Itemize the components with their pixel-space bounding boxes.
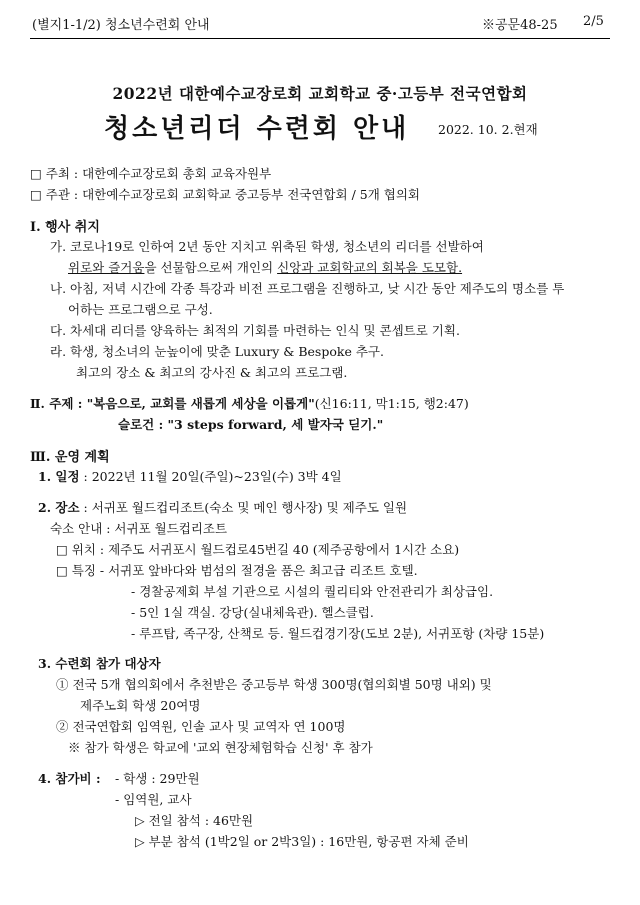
target-note: ※ 참가 학생은 학교에 '교외 현장체험학습 신청' 후 참가 bbox=[68, 740, 373, 755]
fee-student: - 학생 : 29만원 bbox=[115, 771, 200, 786]
organizer-label: □ 주관 : bbox=[30, 187, 83, 202]
header-rule bbox=[30, 38, 610, 39]
purpose-na-line1: 나. 아침, 저녁 시간에 각종 특강과 비전 프로그램을 진행하고, 낮 시간 동안 제주도의 명소를 투 bbox=[50, 281, 565, 296]
fee-partial-attendance: ▷ 부분 참석 (1박2일 or 2박3일) : 16만원, 항공편 자체 준비 bbox=[135, 834, 469, 849]
target-line-2: ② 전국연합회 임역원, 인솔 교사 및 교역자 연 100명 bbox=[56, 719, 346, 734]
section-3-title: Ⅲ. 운영 계획 bbox=[30, 450, 110, 465]
target-line-1: ① 전국 5개 협의회에서 추천받은 중고등부 학생 300명(협의회별 50명 내외) 및 bbox=[56, 677, 492, 692]
theme-reference: (신16:11, 막1:15, 행2:47) bbox=[314, 396, 469, 411]
purpose-ga-line1: 가. 코로나19로 인하여 2년 동안 지치고 위축된 학생, 청소년의 리더를 선발하여 bbox=[50, 239, 484, 254]
purpose-da: 다. 차세대 리더를 양육하는 최적의 기회를 마련하는 인식 및 콘셉트로 기획. bbox=[50, 323, 460, 338]
purpose-ga-line2 bbox=[68, 258, 462, 276]
purpose-ga-middle: 을 선물함으로써 개인의 bbox=[144, 260, 278, 275]
place-label: 2. 장소 bbox=[38, 500, 80, 515]
theme-line bbox=[30, 394, 469, 412]
location-line: □ 위치 : 제주도 서귀포시 월드컵로45번길 40 (제주공항에서 1시간 소요) bbox=[56, 542, 460, 557]
purpose-ra-line2: 최고의 장소 & 최고의 강사진 & 최고의 프로그램. bbox=[76, 365, 348, 380]
lodging-line: 숙소 안내 : 서귀포 월드컵리조트 bbox=[50, 521, 228, 536]
slogan-text: "3 steps forward, 세 발자국 딛기." bbox=[167, 417, 384, 432]
slogan-label: 슬로건 : bbox=[118, 417, 168, 432]
recovery-phrase: 신앙과 교회학교의 회복을 도모함. bbox=[277, 260, 463, 275]
section-1-title: Ⅰ. 행사 취지 bbox=[30, 220, 100, 235]
page-title: 청소년리더 수련회 안내 bbox=[104, 114, 410, 144]
theme-label: Ⅱ. 주제 : bbox=[30, 396, 87, 411]
purpose-ra-line1: 라. 학생, 청소녀의 눈높이에 맞춘 Luxury & Bespoke 추구. bbox=[50, 344, 384, 359]
fee-staff: - 임역원, 교사 bbox=[115, 792, 192, 807]
slogan-line bbox=[118, 415, 383, 433]
organizer-value: 대한예수교장로회 교회학교 중고등부 전국연합회 / 5개 협의회 bbox=[82, 187, 420, 202]
fee-label: 4. 참가비 : bbox=[38, 771, 101, 786]
feature-line-1: □ 특징 - 서귀포 앞바다와 범섬의 절경을 품은 최고급 리조트 호텔. bbox=[56, 563, 418, 578]
host-line bbox=[30, 164, 271, 182]
schedule-line bbox=[38, 467, 342, 485]
fee-full-attendance: ▷ 전일 참석 : 46만원 bbox=[135, 813, 254, 828]
as-of-date: 2022. 10. 2.현재 bbox=[438, 122, 538, 137]
place-line bbox=[38, 498, 407, 516]
schedule-value: : 2022년 11월 20일(주일)~23일(수) 3박 4일 bbox=[79, 469, 342, 484]
organization-title: 2022년 대한예수교장로회 교회학교 중·고등부 전국연합회 bbox=[112, 84, 528, 103]
page-number: 2/5 bbox=[583, 14, 604, 29]
document-number: ※공문48-25 bbox=[482, 18, 558, 33]
feature-line-3: - 5인 1실 객실. 강당(실내체육관). 헬스클럽. bbox=[131, 605, 374, 620]
feature-line-2: - 경찰공제회 부설 기관으로 시설의 퀄리티와 안전관리가 최상급임. bbox=[131, 584, 494, 599]
comfort-phrase: 위로와 즐거움 bbox=[68, 260, 145, 275]
schedule-label: 1. 일정 bbox=[38, 469, 80, 484]
purpose-na-line2: 어하는 프로그램으로 구성. bbox=[68, 302, 213, 317]
attachment-label: (별지1-1/2) 청소년수련회 안내 bbox=[32, 18, 210, 33]
place-value: : 서귀포 월드컵리조트(숙소 및 메인 행사장) 및 제주도 일원 bbox=[79, 500, 408, 515]
organizer-line bbox=[30, 185, 420, 203]
feature-line-4: - 루프탑, 족구장, 산책로 등. 월드컵경기장(도보 2분), 서귀포항 (차량 15분) bbox=[131, 626, 545, 641]
theme-text: "복음으로, 교회를 새롭게 세상을 이롭게" bbox=[86, 396, 315, 411]
target-line-1b: 제주노회 학생 20여명 bbox=[80, 698, 201, 713]
target-label: 3. 수련회 참가 대상자 bbox=[38, 656, 161, 671]
host-value: 대한예수교장로회 총회 교육자원부 bbox=[82, 166, 272, 181]
host-label: □ 주최 : bbox=[30, 166, 83, 181]
